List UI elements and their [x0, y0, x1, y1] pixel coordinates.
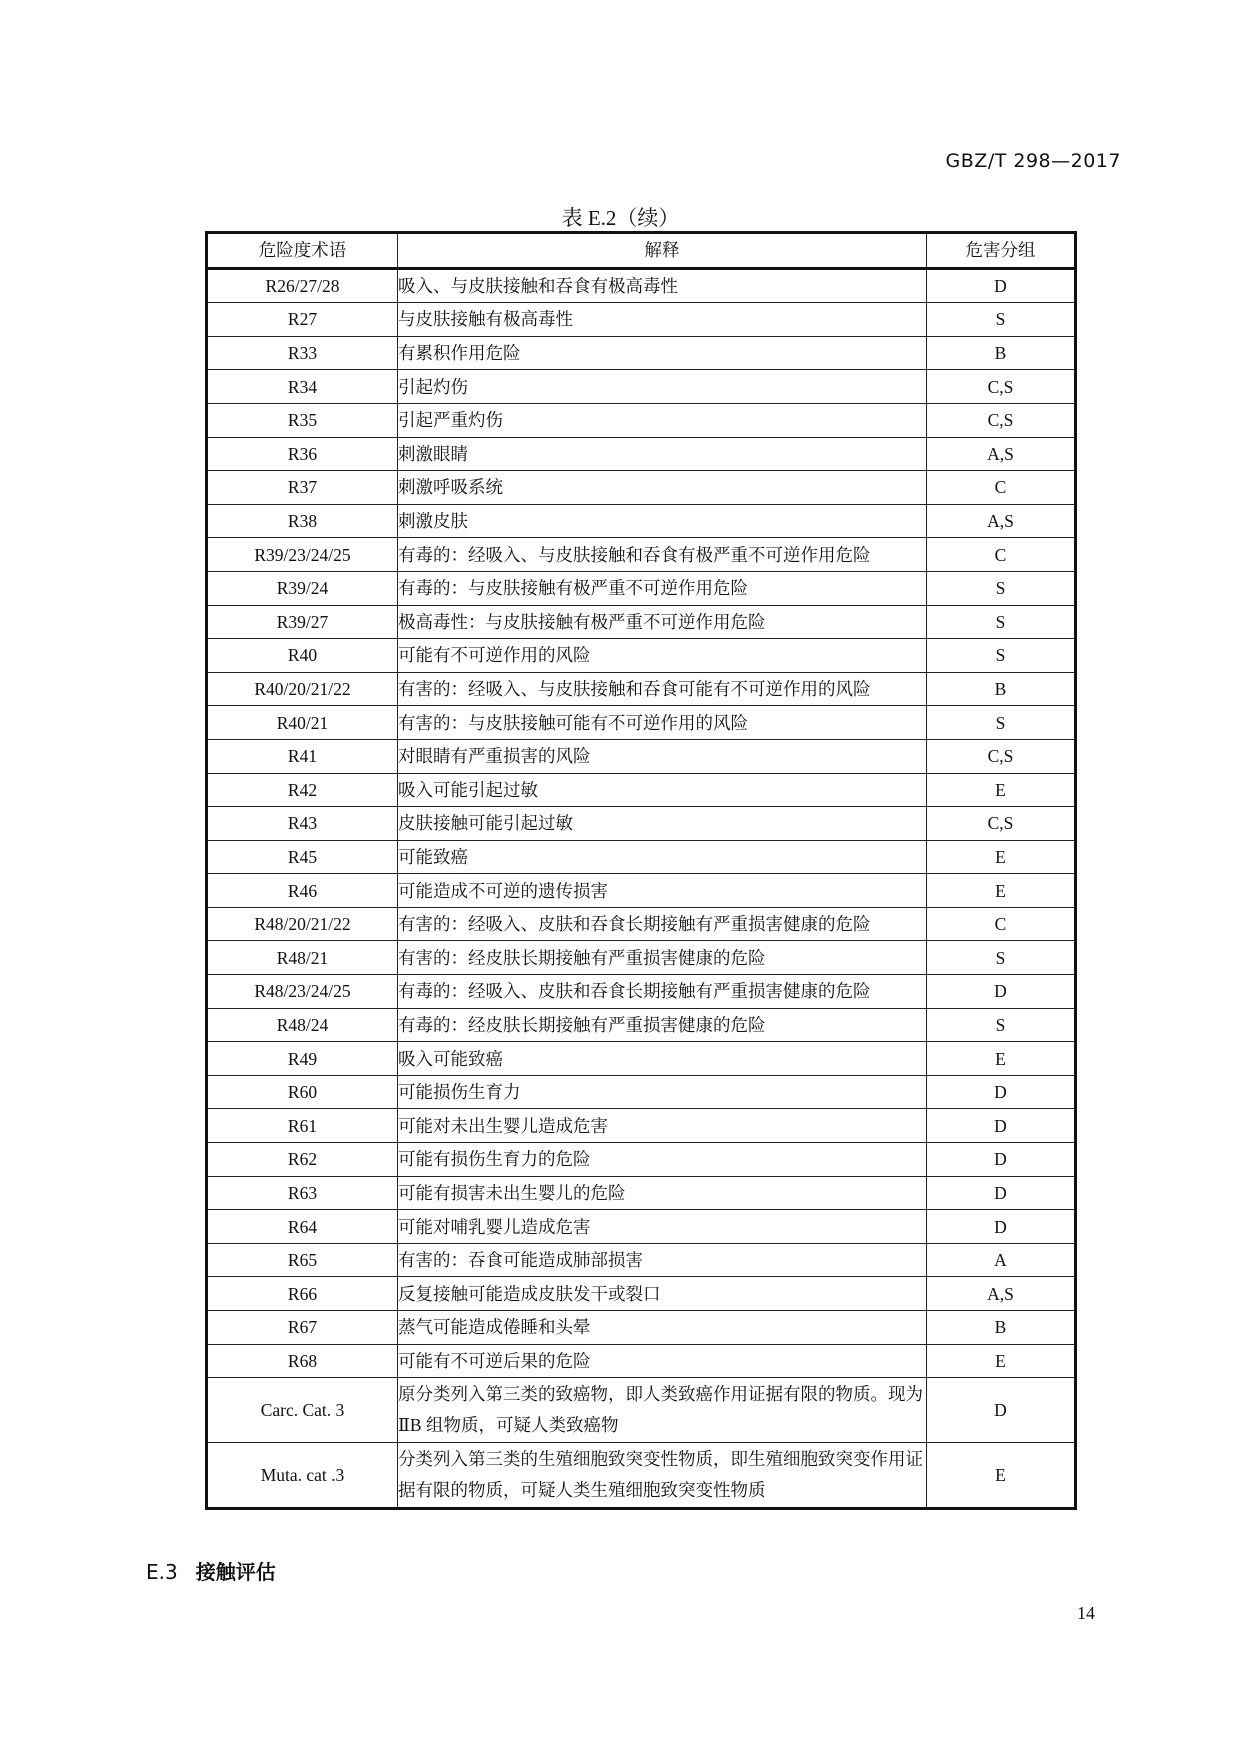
table-row [207, 1210, 1076, 1244]
explanation-cell: 蒸气可能造成倦睡和头晕 [398, 1311, 927, 1345]
term-cell: R40/20/21/22 [207, 672, 398, 706]
explanation-cell: 引起严重灼伤 [398, 403, 927, 437]
term-cell: R35 [207, 403, 398, 437]
explanation-cell: 可能有损害未出生婴儿的危险 [398, 1176, 927, 1210]
table-row [207, 941, 1076, 975]
explanation-cell: 有害的：经吸入、与皮肤接触和吞食可能有不可逆作用的风险 [398, 672, 927, 706]
explanation-cell: 对眼睛有严重损害的风险 [398, 739, 927, 773]
group-cell: D [927, 268, 1076, 303]
page-number: 14 [1077, 1603, 1095, 1623]
table-row [207, 1008, 1076, 1042]
table-row [207, 874, 1076, 908]
column-header-explanation: 解释 [398, 233, 927, 269]
table-row [207, 672, 1076, 706]
standard-code: GBZ/T 298—2017 [945, 150, 1121, 172]
table-row [207, 1311, 1076, 1345]
explanation-cell: 刺激眼睛 [398, 437, 927, 471]
table-row [207, 639, 1076, 673]
group-cell: A [927, 1243, 1076, 1277]
table-row [207, 1176, 1076, 1210]
term-cell: R40/21 [207, 706, 398, 740]
term-cell: R67 [207, 1311, 398, 1345]
term-cell: R38 [207, 504, 398, 538]
group-cell: E [927, 840, 1076, 874]
term-cell: R66 [207, 1277, 398, 1311]
group-cell: E [927, 1344, 1076, 1378]
explanation-cell: 可能对哺乳婴儿造成危害 [398, 1210, 927, 1244]
explanation-cell: 可能有不可逆作用的风险 [398, 639, 927, 673]
explanation-cell: 有毒的：经吸入、皮肤和吞食长期接触有严重损害健康的危险 [398, 975, 927, 1009]
term-cell: R63 [207, 1176, 398, 1210]
section-title: 接触评估 [195, 1560, 276, 1584]
group-cell: D [927, 1176, 1076, 1210]
explanation-cell: 刺激呼吸系统 [398, 471, 927, 505]
table-row [207, 268, 1076, 303]
group-cell: S [927, 1008, 1076, 1042]
explanation-cell: 引起灼伤 [398, 370, 927, 404]
explanation-cell: 吸入、与皮肤接触和吞食有极高毒性 [398, 268, 927, 303]
explanation-cell: 吸入可能引起过敏 [398, 773, 927, 807]
table-row [207, 1075, 1076, 1109]
table-caption: 表 E.2（续） [561, 206, 680, 230]
group-cell: D [927, 1075, 1076, 1109]
explanation-cell: 可能有不可逆后果的危险 [398, 1344, 927, 1378]
column-header-group: 危害分组 [927, 233, 1076, 269]
explanation-cell: 吸入可能致癌 [398, 1042, 927, 1076]
term-cell: R62 [207, 1143, 398, 1177]
group-cell: C,S [927, 739, 1076, 773]
term-cell: R64 [207, 1210, 398, 1244]
table-row [207, 739, 1076, 773]
table-row [207, 571, 1076, 605]
group-cell: B [927, 672, 1076, 706]
group-cell: C [927, 538, 1076, 572]
table-row [207, 840, 1076, 874]
term-cell: R49 [207, 1042, 398, 1076]
table-row [207, 437, 1076, 471]
term-cell: R60 [207, 1075, 398, 1109]
term-cell: R45 [207, 840, 398, 874]
explanation-cell: 有累积作用危险 [398, 336, 927, 370]
group-cell: C [927, 907, 1076, 941]
explanation-cell: 皮肤接触可能引起过敏 [398, 807, 927, 841]
hazard-terms-table [205, 231, 1077, 1510]
explanation-cell: 有毒的：经吸入、与皮肤接触和吞食有极严重不可逆作用危险 [398, 538, 927, 572]
explanation-cell: 有害的：经吸入、皮肤和吞食长期接触有严重损害健康的危险 [398, 907, 927, 941]
table-row [207, 1109, 1076, 1143]
group-cell: A,S [927, 504, 1076, 538]
table-row [207, 1378, 1076, 1443]
table-row [207, 403, 1076, 437]
term-cell: R61 [207, 1109, 398, 1143]
group-cell: C,S [927, 807, 1076, 841]
group-cell: C [927, 471, 1076, 505]
group-cell: E [927, 1443, 1076, 1509]
table-row [207, 907, 1076, 941]
group-cell: D [927, 1109, 1076, 1143]
table-row [207, 370, 1076, 404]
term-cell: R36 [207, 437, 398, 471]
group-cell: E [927, 1042, 1076, 1076]
term-cell: R41 [207, 739, 398, 773]
section-heading [146, 1556, 276, 1585]
explanation-cell: 可能有损伤生育力的危险 [398, 1143, 927, 1177]
term-cell: R33 [207, 336, 398, 370]
group-cell: D [927, 975, 1076, 1009]
group-cell: S [927, 303, 1076, 337]
column-header-term: 危险度术语 [207, 233, 398, 269]
table-row [207, 1042, 1076, 1076]
table-row [207, 1243, 1076, 1277]
group-cell: S [927, 639, 1076, 673]
group-cell: S [927, 941, 1076, 975]
explanation-cell: 可能对未出生婴儿造成危害 [398, 1109, 927, 1143]
group-cell: D [927, 1210, 1076, 1244]
table-row [207, 538, 1076, 572]
term-cell: Muta. cat .3 [207, 1443, 398, 1509]
explanation-cell: 反复接触可能造成皮肤发干或裂口 [398, 1277, 927, 1311]
section-number: E.3 [146, 1560, 178, 1584]
table-header-row [207, 233, 1076, 269]
table-row [207, 605, 1076, 639]
table-row [207, 1143, 1076, 1177]
term-cell: R48/23/24/25 [207, 975, 398, 1009]
group-cell: E [927, 874, 1076, 908]
group-cell: D [927, 1143, 1076, 1177]
term-cell: R27 [207, 303, 398, 337]
table-row [207, 706, 1076, 740]
group-cell: D [927, 1378, 1076, 1443]
table-row [207, 975, 1076, 1009]
term-cell: R48/20/21/22 [207, 907, 398, 941]
group-cell: A,S [927, 1277, 1076, 1311]
table-row [207, 303, 1076, 337]
table-row [207, 807, 1076, 841]
table-row [207, 1277, 1076, 1311]
term-cell: R43 [207, 807, 398, 841]
explanation-cell: 分类列入第三类的生殖细胞致突变性物质，即生殖细胞致突变作用证据有限的物质，可疑人类生殖细胞致突变性物质 [398, 1443, 927, 1509]
term-cell: Carc. Cat. 3 [207, 1378, 398, 1443]
group-cell: C,S [927, 370, 1076, 404]
group-cell: S [927, 605, 1076, 639]
term-cell: R37 [207, 471, 398, 505]
explanation-cell: 可能致癌 [398, 840, 927, 874]
group-cell: B [927, 1311, 1076, 1345]
table-row [207, 1344, 1076, 1378]
term-cell: R39/24 [207, 571, 398, 605]
explanation-cell: 可能造成不可逆的遗传损害 [398, 874, 927, 908]
table-row [207, 504, 1076, 538]
explanation-cell: 极高毒性：与皮肤接触有极严重不可逆作用危险 [398, 605, 927, 639]
table-row [207, 1443, 1076, 1509]
explanation-cell: 有毒的：与皮肤接触有极严重不可逆作用危险 [398, 571, 927, 605]
table-row [207, 336, 1076, 370]
table-row [207, 471, 1076, 505]
term-cell: R48/24 [207, 1008, 398, 1042]
group-cell: E [927, 773, 1076, 807]
term-cell: R46 [207, 874, 398, 908]
term-cell: R68 [207, 1344, 398, 1378]
term-cell: R34 [207, 370, 398, 404]
explanation-cell: 与皮肤接触有极高毒性 [398, 303, 927, 337]
explanation-cell: 有害的：经皮肤长期接触有严重损害健康的危险 [398, 941, 927, 975]
explanation-cell: 有毒的：经皮肤长期接触有严重损害健康的危险 [398, 1008, 927, 1042]
explanation-cell: 有害的：与皮肤接触可能有不可逆作用的风险 [398, 706, 927, 740]
term-cell: R42 [207, 773, 398, 807]
group-cell: A,S [927, 437, 1076, 471]
explanation-cell: 可能损伤生育力 [398, 1075, 927, 1109]
term-cell: R39/23/24/25 [207, 538, 398, 572]
term-cell: R26/27/28 [207, 268, 398, 303]
explanation-cell: 有害的：吞食可能造成肺部损害 [398, 1243, 927, 1277]
group-cell: B [927, 336, 1076, 370]
term-cell: R65 [207, 1243, 398, 1277]
explanation-cell: 刺激皮肤 [398, 504, 927, 538]
group-cell: C,S [927, 403, 1076, 437]
table-row [207, 773, 1076, 807]
term-cell: R48/21 [207, 941, 398, 975]
term-cell: R40 [207, 639, 398, 673]
group-cell: S [927, 706, 1076, 740]
term-cell: R39/27 [207, 605, 398, 639]
explanation-cell: 原分类列入第三类的致癌物，即人类致癌作用证据有限的物质。现为ⅡB 组物质，可疑人类致癌物 [398, 1378, 927, 1443]
group-cell: S [927, 571, 1076, 605]
